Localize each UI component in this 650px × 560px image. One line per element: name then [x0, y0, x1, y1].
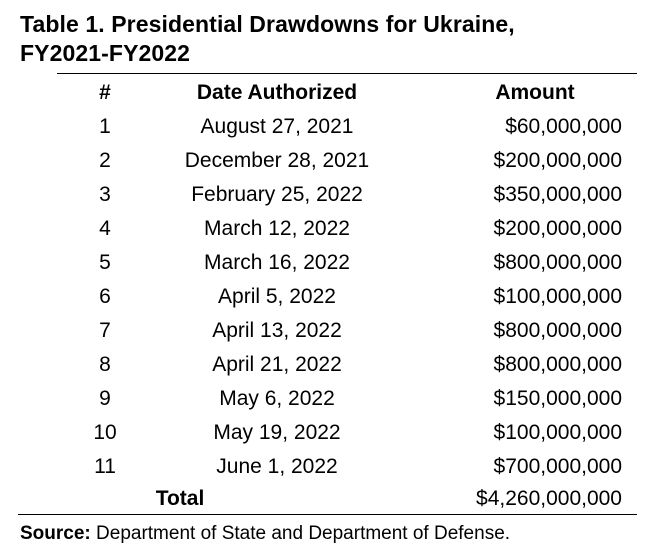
row-amount: $200,000,000	[493, 217, 622, 240]
row-number: 5	[99, 251, 111, 274]
row-number: 4	[99, 217, 111, 240]
table-header-row	[0, 76, 650, 110]
row-number: 7	[99, 319, 111, 342]
row-amount: $800,000,000	[493, 251, 622, 274]
source-note	[20, 519, 640, 549]
table-title	[20, 10, 620, 68]
table-row	[0, 280, 650, 314]
row-amount: $100,000,000	[493, 421, 622, 444]
row-date-authorized: June 1, 2022	[216, 455, 338, 478]
row-amount: $800,000,000	[493, 353, 622, 376]
row-amount: $150,000,000	[493, 387, 622, 410]
table-row	[0, 416, 650, 450]
row-number: 11	[94, 455, 116, 478]
row-number: 8	[99, 353, 111, 376]
header-date-authorized: Date Authorized	[196, 81, 358, 104]
row-amount: $60,000,000	[505, 115, 622, 138]
table-row	[0, 178, 650, 212]
row-date-authorized: March 16, 2022	[204, 251, 350, 274]
header-number: #	[99, 81, 111, 104]
table-title-line-2: FY2021-FY2022	[20, 40, 191, 66]
row-number: 2	[99, 149, 111, 172]
row-date-authorized: April 21, 2022	[212, 353, 342, 376]
total-label: Total	[155, 487, 205, 510]
row-date-authorized: April 5, 2022	[218, 285, 336, 308]
row-number: 10	[93, 421, 117, 444]
row-amount: $800,000,000	[493, 319, 622, 342]
table-row	[0, 348, 650, 382]
row-number: 3	[99, 183, 111, 206]
table-row	[0, 450, 650, 484]
row-amount: $350,000,000	[493, 183, 622, 206]
table-row	[0, 110, 650, 144]
table-total-row	[0, 482, 650, 516]
source-text: Department of State and Department of Defense.	[90, 523, 511, 544]
table-top-rule	[57, 73, 637, 74]
row-amount: $100,000,000	[493, 285, 622, 308]
header-amount: Amount	[495, 81, 575, 104]
table-row	[0, 382, 650, 416]
row-amount: $700,000,000	[493, 455, 622, 478]
row-number: 1	[99, 115, 111, 138]
row-number: 6	[99, 285, 111, 308]
row-date-authorized: May 6, 2022	[219, 387, 335, 410]
table-row	[0, 144, 650, 178]
table-title-line-1: Table 1. Presidential Drawdowns for Ukraine,	[20, 11, 515, 37]
source-label: Source:	[20, 523, 91, 544]
row-date-authorized: December 28, 2021	[184, 149, 370, 172]
table-row	[0, 212, 650, 246]
row-date-authorized: February 25, 2022	[191, 183, 363, 206]
row-number: 9	[99, 387, 111, 410]
table-row	[0, 314, 650, 348]
table-row	[0, 246, 650, 280]
row-date-authorized: August 27, 2021	[200, 115, 354, 138]
row-amount: $200,000,000	[493, 149, 622, 172]
table-bottom-rule	[18, 514, 637, 515]
row-date-authorized: March 12, 2022	[204, 217, 350, 240]
row-date-authorized: April 13, 2022	[212, 319, 342, 342]
row-date-authorized: May 19, 2022	[213, 421, 341, 444]
total-amount: $4,260,000,000	[476, 487, 622, 510]
